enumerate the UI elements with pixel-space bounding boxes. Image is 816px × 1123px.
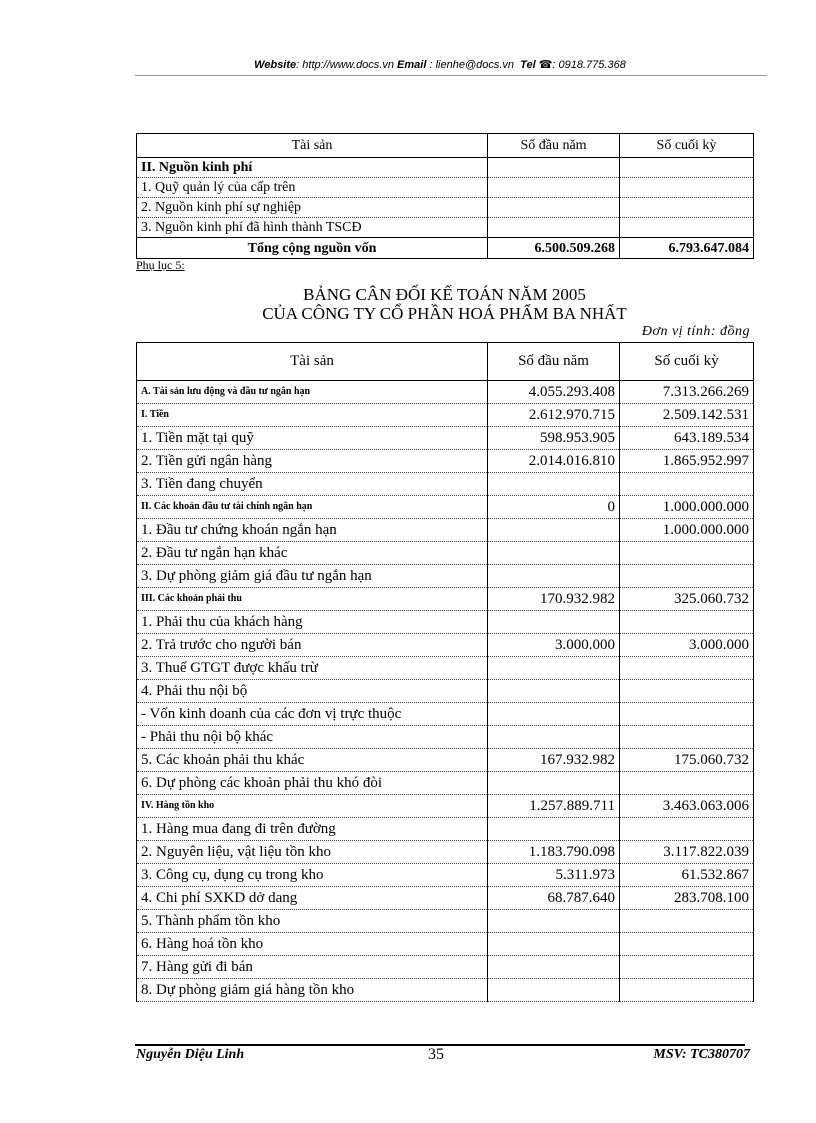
table-row [137, 818, 754, 841]
unit-label: Đơn vị tính: đồng [641, 324, 750, 339]
col-start-header: Số đầu năm [488, 134, 620, 158]
appendix-label: Phụ lục 5: [136, 258, 185, 272]
row-label: 3. Nguồn kinh phí đã hình thành TSCĐ [137, 218, 488, 238]
row-start [488, 772, 620, 795]
col-asset-header: Tài sản [137, 134, 488, 158]
row-end: 3.000.000 [620, 634, 754, 657]
row-start [488, 611, 620, 634]
table-row [137, 158, 754, 178]
email-value[interactable]: : lienhe@docs.vn [429, 59, 515, 71]
row-end [620, 178, 754, 198]
row-start [488, 519, 620, 542]
row-end [620, 542, 754, 565]
row-label: II. Nguồn kinh phí [137, 158, 488, 178]
table-row [137, 450, 754, 473]
row-end [620, 657, 754, 680]
total-start: 6.500.509.268 [488, 238, 620, 259]
row-start [488, 979, 620, 1002]
row-start: 598.953.905 [488, 427, 620, 450]
row-label: 2. Đầu tư ngắn hạn khác [137, 542, 488, 565]
row-end [620, 933, 754, 956]
total-row [137, 238, 754, 259]
row-start: 1.183.790.098 [488, 841, 620, 864]
table-row [137, 772, 754, 795]
row-end: 175.060.732 [620, 749, 754, 772]
table-row [137, 427, 754, 450]
row-label: I. Tiền [137, 404, 488, 427]
row-start [488, 703, 620, 726]
row-end: 3.463.063.006 [620, 795, 754, 818]
row-end [620, 473, 754, 496]
row-end: 1.000.000.000 [620, 496, 754, 519]
row-start [488, 933, 620, 956]
row-end: 7.313.266.269 [620, 381, 754, 404]
table-row [137, 726, 754, 749]
table-row [137, 634, 754, 657]
row-end [620, 910, 754, 933]
table-row [137, 956, 754, 979]
col-start-header: Số đầu năm [488, 343, 620, 381]
row-end [620, 703, 754, 726]
header-divider [135, 75, 767, 76]
row-label: 2. Nguồn kinh phí sự nghiệp [137, 198, 488, 218]
document-subtitle: CỦA CÔNG TY CỔ PHẦN HOÁ PHẨM BA NHẤT [262, 304, 627, 323]
row-end [620, 158, 754, 178]
table-row [137, 542, 754, 565]
row-end [620, 818, 754, 841]
table-row [137, 864, 754, 887]
table-row [137, 887, 754, 910]
row-label: - Vốn kinh doanh của các đơn vị trực thuộc [137, 703, 488, 726]
row-label: 5. Các khoản phải thu khác [137, 749, 488, 772]
row-label: IV. Hàng tồn kho [137, 795, 488, 818]
table-row [137, 473, 754, 496]
row-label: 6. Dự phòng các khoản phải thu khó đòi [137, 772, 488, 795]
tel-label: Tel [520, 59, 536, 71]
row-end: 283.708.100 [620, 887, 754, 910]
row-end: 2.509.142.531 [620, 404, 754, 427]
table-row [137, 657, 754, 680]
row-label: 1. Tiền mặt tại quỹ [137, 427, 488, 450]
row-label: 2. Trả trước cho người bán [137, 634, 488, 657]
col-end-header: Số cuối kỳ [620, 134, 754, 158]
row-start: 3.000.000 [488, 634, 620, 657]
row-start: 1.257.889.711 [488, 795, 620, 818]
table-row [137, 795, 754, 818]
row-end [620, 680, 754, 703]
table-row [137, 519, 754, 542]
page-number: 35 [428, 1046, 444, 1063]
row-start: 68.787.640 [488, 887, 620, 910]
row-end: 643.189.534 [620, 427, 754, 450]
row-start [488, 910, 620, 933]
row-label: 3. Dự phòng giảm giá đầu tư ngắn hạn [137, 565, 488, 588]
table-row [137, 680, 754, 703]
table-row [137, 933, 754, 956]
table-row [137, 404, 754, 427]
row-start [488, 818, 620, 841]
row-label: 3. Thuế GTGT được khấu trừ [137, 657, 488, 680]
row-start: 5.311.973 [488, 864, 620, 887]
row-label: A. Tài sản lưu động và đầu tư ngắn hạn [137, 381, 488, 404]
row-start [488, 178, 620, 198]
row-label: 3. Tiền đang chuyển [137, 473, 488, 496]
total-label: Tổng cộng nguồn vốn [137, 238, 488, 259]
row-label: 1. Phải thu của khách hàng [137, 611, 488, 634]
row-start [488, 198, 620, 218]
col-end-header: Số cuối kỳ [620, 343, 754, 381]
row-label: II. Các khoản đầu tư tài chính ngắn hạn [137, 496, 488, 519]
row-label: 1. Hàng mua đang đi trên đường [137, 818, 488, 841]
row-label: 2. Tiền gửi ngân hàng [137, 450, 488, 473]
phone-icon: ☎ [538, 59, 553, 71]
row-start [488, 218, 620, 238]
row-start [488, 158, 620, 178]
row-start [488, 726, 620, 749]
row-label: 1. Quỹ quản lý của cấp trên [137, 178, 488, 198]
table-row [137, 178, 754, 198]
website-label: Website [254, 59, 297, 71]
row-start [488, 565, 620, 588]
table-row [137, 979, 754, 1002]
table-row [137, 588, 754, 611]
row-end [620, 726, 754, 749]
row-start: 4.055.293.408 [488, 381, 620, 404]
row-end: 61.532.867 [620, 864, 754, 887]
row-label: 4. Phải thu nội bộ [137, 680, 488, 703]
table-row [137, 218, 754, 238]
total-end: 6.793.647.084 [620, 238, 754, 259]
row-start: 2.612.970.715 [488, 404, 620, 427]
row-end [620, 772, 754, 795]
row-label: 2. Nguyên liệu, vật liệu tồn kho [137, 841, 488, 864]
table-row [137, 910, 754, 933]
row-label: 4. Chi phí SXKD dở dang [137, 887, 488, 910]
row-label: III. Các khoản phải thu [137, 588, 488, 611]
table-header-row [137, 343, 754, 381]
row-end [620, 979, 754, 1002]
tel-value: : 0918.775.368 [552, 59, 626, 71]
row-start [488, 542, 620, 565]
table-row [137, 611, 754, 634]
row-start: 167.932.982 [488, 749, 620, 772]
row-label: - Phải thu nội bộ khác [137, 726, 488, 749]
table-row [137, 703, 754, 726]
row-end: 3.117.822.039 [620, 841, 754, 864]
table-header-row [137, 134, 754, 158]
row-label: 1. Đầu tư chứng khoán ngắn hạn [137, 519, 488, 542]
table-row [137, 381, 754, 404]
document-title: BẢNG CÂN ĐỐI KẾ TOÁN NĂM 2005 [303, 285, 586, 304]
row-start [488, 956, 620, 979]
row-start [488, 657, 620, 680]
footer-author: Nguyễn Diệu Linh [136, 1047, 245, 1062]
table-row [137, 198, 754, 218]
row-label: 7. Hàng gửi đi bán [137, 956, 488, 979]
balance-sheet-table [136, 342, 754, 1002]
row-end [620, 565, 754, 588]
table-row [137, 496, 754, 519]
page-header [135, 58, 745, 71]
footer-student-id: MSV: TC380707 [653, 1047, 750, 1062]
row-start: 0 [488, 496, 620, 519]
row-start [488, 680, 620, 703]
row-end: 1.000.000.000 [620, 519, 754, 542]
row-end: 1.865.952.997 [620, 450, 754, 473]
row-label: 3. Công cụ, dụng cụ trong kho [137, 864, 488, 887]
email-label: Email [397, 59, 427, 71]
row-end: 325.060.732 [620, 588, 754, 611]
row-start: 2.014.016.810 [488, 450, 620, 473]
row-end [620, 218, 754, 238]
table-row [137, 565, 754, 588]
table-row [137, 841, 754, 864]
row-end [620, 611, 754, 634]
col-asset-header: Tài sản [137, 343, 488, 381]
row-label: 6. Hàng hoá tồn kho [137, 933, 488, 956]
row-start [488, 473, 620, 496]
website-value[interactable]: : http://www.docs.vn [296, 59, 394, 71]
table-row [137, 749, 754, 772]
row-label: 5. Thành phẩm tồn kho [137, 910, 488, 933]
row-start: 170.932.982 [488, 588, 620, 611]
funding-sources-table [136, 133, 754, 259]
row-end [620, 198, 754, 218]
row-end [620, 956, 754, 979]
row-label: 8. Dự phòng giảm giá hàng tồn kho [137, 979, 488, 1002]
